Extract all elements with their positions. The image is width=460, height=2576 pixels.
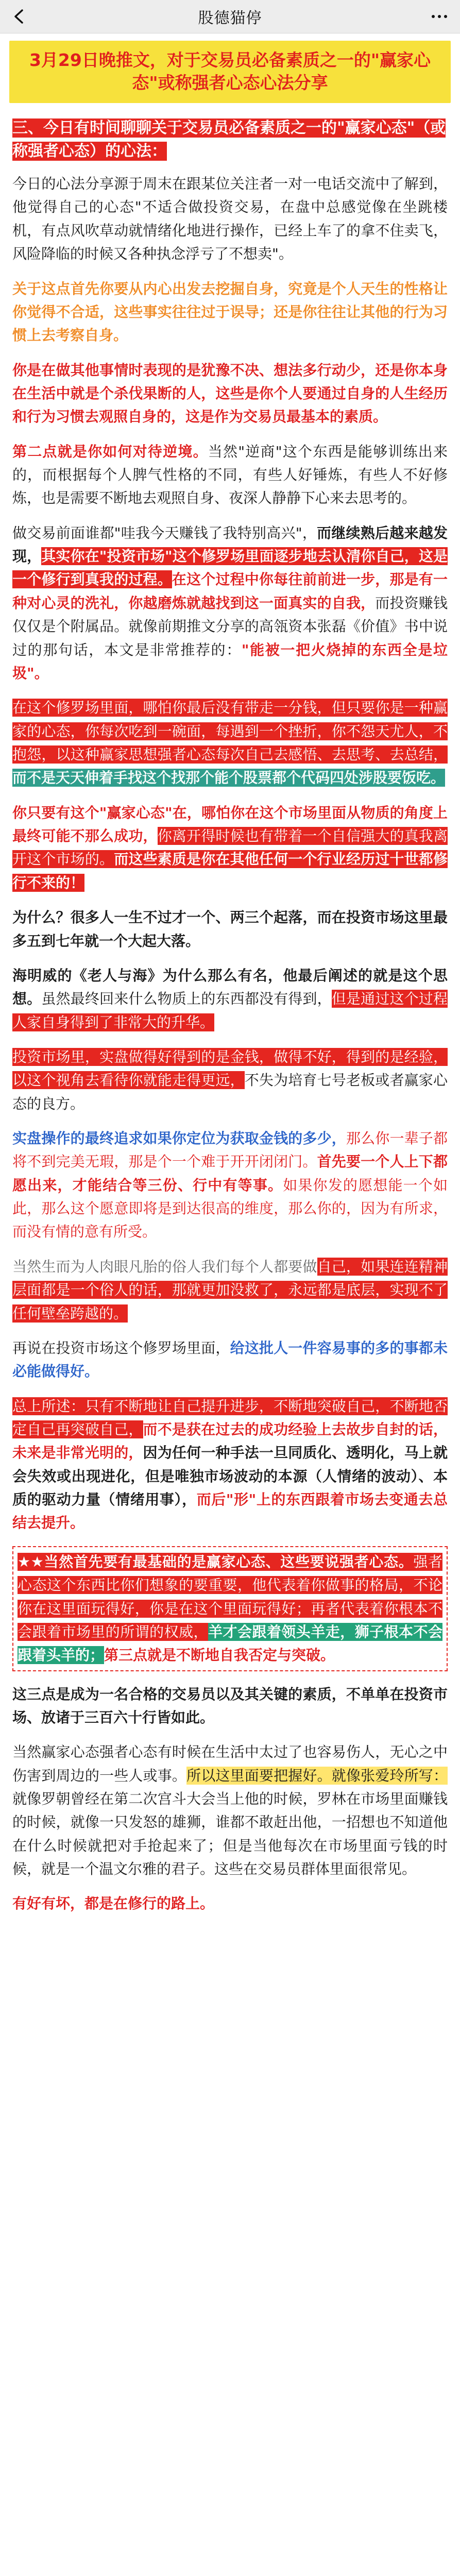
section-title-end: 的心法： <box>105 142 167 161</box>
section-title: 交易员必备素质之一的"赢家心态"（或称强者心态） <box>12 119 446 161</box>
paragraph: 有好有坏，都是在修行的路上。 <box>12 1895 215 1912</box>
paragraph: 再说在投资市场这个修罗场里面，给这批人一件容易事的多的事都未必能做得好。 <box>12 1339 448 1380</box>
more-dots-icon <box>432 15 435 18</box>
paragraph: 做交易前面谁都"哇我今天赚钱了我特别高兴"，而继续熟后越来越发现，其实你在"投资市场"这个修罗场里面逐步地去认清你自己，这是一个修行到真我的过程。在这个过程中你每往前前进一步，那是有一种对心灵的洗礼，你越磨炼就越找到这一面真实的自我，而投资赚钱仅仅是个附属品。就像前期推文分享的高瓴资本张磊《价值》书中说过的那句话，本文是非常推荐的："能被一把火烧掉的东西全是垃圾"。 <box>12 524 448 682</box>
top-bar <box>0 0 460 33</box>
article-body <box>0 108 460 1916</box>
paragraph: 海明威的《老人与海》为什么那么有名，他最后阐述的就是这个思想。虽然最终回来什么物质上的东西都没有得到，但是通过这个过程人家自身得到了非常大的升华。 <box>12 967 448 1031</box>
paragraph: 在这个修罗场里面，哪怕你最后没有带走一分钱，但只要你是一种赢家的心态，你每次吃到一碗面，每遇到一个挫折，你不怨天尤人，不抱怨，以这种赢家思想强者心态每次自己去感悟、去思考、去总结，而不是天天伸着手找这个找那个能个股票都个代码四处涉股要饭吃。 <box>12 699 448 787</box>
paragraph: 总上所述：只有不断地让自己提升进步，不断地突破自己，不断地否定自己再突破自己，而不是获在过去的成功经验上去故步自封的话，未来是非常光明的，因为任何一种手法一旦同质化、透明化，马上就会失效或出现进化，但是唯独市场波动的本源（人情绪的波动）、本质的驱动力量（情绪用事），而后"形"上的东西跟着市场去变通去总结去提升。 <box>12 1397 448 1532</box>
paragraph: 实盘操作的最终追求如果你定位为获取金钱的多少，那么你一辈子都将不到完美无瑕，那是个一个难于开开闭闭门。首先要一个人上下都愿出来，才能结合等三份、行中有等事。如果你发的愿想能一个如此，那么这个愿意即将是到达很高的维度，那么你的，因为有所求，而没有情的意有所受。 <box>12 1130 448 1241</box>
paragraph: 这三点是成为一名合格的交易员以及其关键的素质，不单单在投资市场、放诸于三百六十行皆如此。 <box>12 1685 448 1726</box>
section-intro: 三、今日有时间聊聊关于 <box>12 119 182 138</box>
headline-banner: 3月29日晚推文，对于交易员必备素质之一的"赢家心态"或称强者心态心法分享 <box>9 41 451 103</box>
chevron-left-icon <box>13 9 24 24</box>
back-button[interactable] <box>9 7 28 26</box>
paragraph: 你只要有这个"赢家心态"在，哪怕你在这个市场里面从物质的角度上最终可能不那么成功，你离开得时候也有带着一个自信强大的真我离开这个市场的。而这些素质是你在其他任何一个行业经历过十世都修行不来的！ <box>12 804 448 891</box>
paragraph: 当然生而为人肉眼凡胎的俗人我们每个人都要做自己，如果连连精神层面都是一个俗人的话，那就更加没救了，永远都是底层，实现不了任何壁垒跨越的。 <box>12 1258 448 1322</box>
paragraph: 投资市场里，实盘做得好得到的是金钱，做得不好，得到的是经验，以这个视角去看待你就能走得更远，不失为培育七号老板或者赢家心态的良方。 <box>12 1048 448 1112</box>
page-title: 股德猫停 <box>198 9 262 27</box>
paragraph: 第二点就是你如何对待逆境。当然"逆商"这个东西是能够训练出来的，而根据每个人脾气性格的不同，有些人好锤炼，有些人不好修炼，也是需要不断地去观照自身、夜深人静静下心来去思考的。 <box>12 443 448 507</box>
more-button[interactable] <box>429 7 450 26</box>
paragraph: 当然赢家心态强者心态有时候在生活中太过了也容易伤人，无心之中伤害到周边的一些人或事。所以这里面要把握好。就像张爱玲所写：就像罗朝曾经在第二次宫斗大会当上他的时候，罗林在市场里面赚钱的时候，就像一只发怒的雄狮，谁都不敢赶出他，一招想也不知道他在什么时候就把对手抢起来了；但是当他每次在市场里面亏钱的时候，就是一个温文尔雅的君子。这些在交易员群体里面很常见。 <box>12 1743 448 1878</box>
paragraph: 你是在做其他事情时表现的是犹豫不决、想法多行动少，还是你本身在生活中就是个杀伐果断的人，这些是你个人要通过自身的人生经历和行为习惯去观照自身的，这是作为交易员最基本的素质。 <box>12 361 448 426</box>
paragraph: 今日的心法分享源于周末在跟某位关注者一对一电话交流中了解到，他觉得自己的心态"不适合做投资交易，在盘中总感觉像在坐跳楼机，有点风吹草动就情绪化地进行操作，已经上车了的拿不住卖飞，风险降临的时候又各种执念浮亏了不想卖"。 <box>12 175 448 263</box>
summary-box: ★★当然首先要有最基础的是赢家心态、这些要说强者心态。强者心态这个东西比你们想象的要重要，他代表着你做事的格局，不论你在这里面玩得好，你是在这个里面玩得好；再者代表着你根本不会跟着市场里的所谓的权威，羊才会跟着领头羊走，狮子根本不会跟着头羊的；第三点就是不断地自我否定与突破。 <box>12 1546 448 1671</box>
paragraph: 关于这点首先你要从内心出发去挖掘自身，究竟是个人天生的性格让你觉得不合适，这些事实往往过于误导；还是你往往让其他的行为习惯上去考察自身。 <box>12 280 448 344</box>
paragraph: 为什么？很多人一生不过才一个、两三个起落，而在投资市场这里最多五到七年就一个大起大落。 <box>12 909 448 950</box>
section-3-heading <box>12 116 448 163</box>
